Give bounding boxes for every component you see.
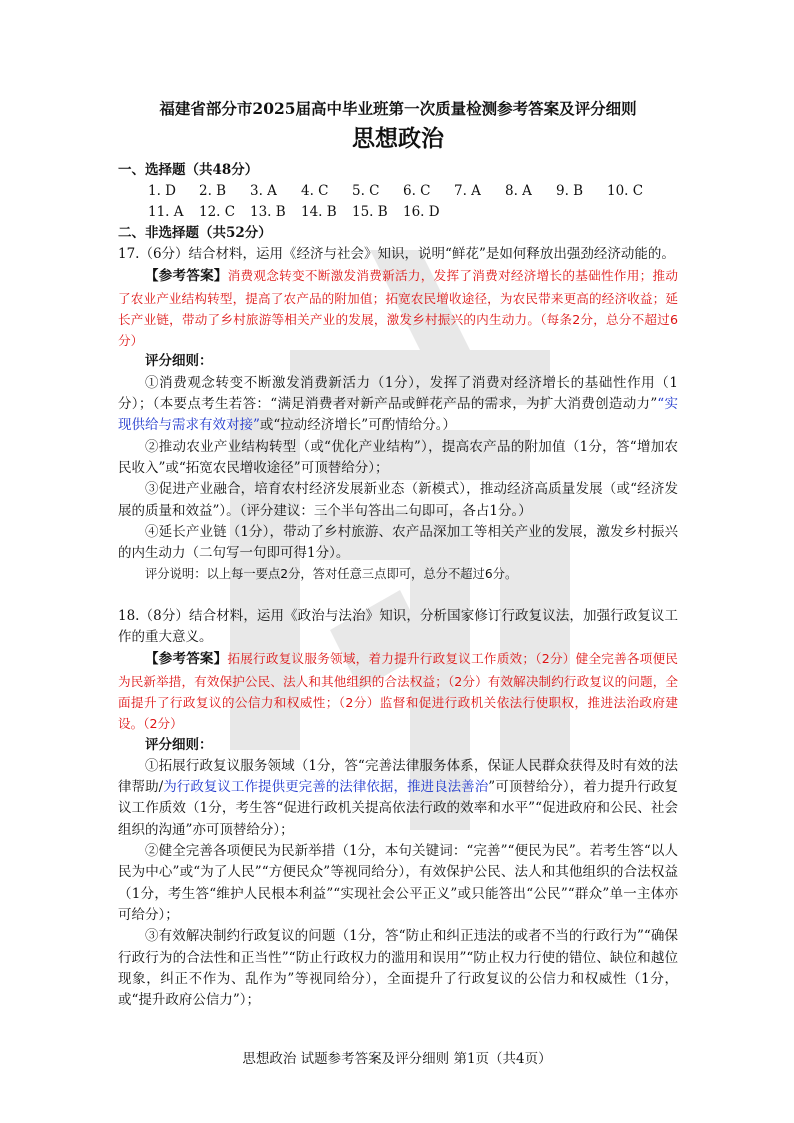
q17-question: 17.（6分）结合材料，运用《经济与社会》知识，说明“鲜花”是如何释放出强劲经济动能的。 — [118, 246, 675, 262]
q18-point-1: ①拓展行政复议服务领域（1分，答“完善法律服务体系，保证人民群众获得及时有效的法律帮助/为行政复议工作提供更完善的法律依据，推进良法善治”可顶替给分），着力提升行政复议工作质效（1分，考生答“促进行政机关提高依法行政的效率和水平”“促进政府和公民、社会组织的沟通”亦可顶替给分）； — [118, 757, 678, 838]
blue-highlight: 为行政复议工作提供更完善的法律依据，推进良法善治 — [163, 779, 489, 796]
answer-item: 3. A — [250, 183, 277, 199]
answer-item: 6. C — [403, 183, 431, 199]
answer-item: 10. C — [607, 183, 644, 199]
answer-item: 2. B — [199, 183, 227, 199]
ref-text: 拓展行政复议服务领域，着力提升行政复议工作质效；（2分）健全完善各项便民为民新举措，有效保护公民、法人和其他组织的合法权益；（2分）有效解决制约行政复议的问题，全面提升了行政复议的公信力和权威性；（2分）监督和促进行政机关依法行使职权，推进法治政府建设。（2分） — [118, 651, 678, 732]
q17-point-4: ④延长产业链（1分），带动了乡村旅游、农产品深加工等相关产业的发展，激发乡村振兴的内生动力（二句写一句即可得1分）。 — [118, 523, 678, 562]
answer-item: 11. A — [148, 204, 184, 220]
q17-grading-note: 评分说明：以上每一要点2分，答对任意三点即可，总分不超过6分。 — [145, 567, 518, 582]
answer-item: 5. C — [352, 183, 380, 199]
q17-point-3: ③促进产业融合，培育农村经济发展新业态（新模式），推动经济高质量发展（或“经济发展的质量和效益”）。（评分建议：三个半句答出二句即可，各占1分。） — [118, 481, 678, 519]
q17-point-1: ①消费观念转变不断激发消费新活力（1分），发挥了消费对经济增长的基础性作用（1分）；（本要点考生若答：“满足消费者对新产品或鲜花产品的需求，为扩大消费创造动力”“实现供给与需求有效对接”或“拉动经济增长”可酌情给分。） — [118, 374, 678, 434]
q18-reference-answer — [118, 648, 678, 734]
doc-title: 福建省部分市2025届高中毕业班第一次质量检测参考答案及评分细则 — [159, 99, 637, 118]
blue-highlight: “实现供给与需求有效对接” — [118, 396, 678, 434]
subject-title: 思想政治 — [352, 125, 444, 152]
q18-point-3: ③有效解决制约行政复议的问题（1分，答“防止和纠正违法的或者不当的行政行为”“确保行政行为的合法性和正当性”“防止行政权力的滥用和误用”“防止权力行使的错位、缺位和越位现象，纠正不作为、乱作为”等视同给分），全面提升了行政复议的公信力和权威性（1分，或“提升政府公信力”）； — [118, 928, 678, 1009]
answer-item: 7. A — [454, 183, 481, 199]
answer-item: 15. B — [352, 204, 388, 220]
page-footer: 思想政治 试题参考答案及评分细则 第1页（共4页） — [242, 1051, 552, 1067]
ref-label: 【参考答案】 — [145, 651, 228, 668]
q18-grading-heading: 评分细则： — [145, 736, 213, 753]
answer-item: 1. D — [148, 183, 176, 199]
q17-reference-answer — [118, 265, 678, 351]
answer-item: 8. A — [505, 183, 532, 199]
answer-item: 9. B — [556, 183, 584, 199]
answer-item: 13. B — [250, 204, 286, 220]
answer-item: 12. C — [199, 204, 236, 220]
answer-item: 14. B — [301, 204, 337, 220]
ref-label: 【参考答案】 — [145, 268, 228, 285]
q17-grading-heading: 评分细则： — [145, 353, 213, 370]
answer-grid — [118, 181, 678, 223]
section2-heading: 二、非选择题（共52分） — [118, 225, 272, 241]
answer-item: 16. D — [403, 204, 440, 220]
section1-heading: 一、选择题（共48分） — [118, 162, 259, 178]
ref-text: 消费观念转变不断激发消费新活力，发挥了消费对经济增长的基础性作用；推动了农业产业结构转型，提高了农产品的附加值；拓宽农民增收途径，为农民带来更高的经济收益；延长产业链，带动了乡村旅游等相关产业的发展，激发乡村振兴的内生动力。（每条2分，总分不超过6分） — [118, 268, 679, 349]
q18-point-2: ②健全完善各项便民为民新举措（1分，本句关键词：“完善”“便民为民”。若考生答“以人民为中心”或“为了人民”“方便民众”等视同给分），有效保护公民、法人和其他组织的合法权益（1分，考生答“维护人民根本利益”“实现社会公平正义”或只能答出“公民”“群众”单一主体亦可给分）； — [118, 843, 678, 923]
main-content — [118, 98, 678, 1011]
answer-item: 4. C — [301, 183, 329, 199]
q17-point-2: ②推动农业产业结构转型（或“优化产业结构”），提高农产品的附加值（1分，答“增加农民收入”或“拓宽农民增收途径”可顶替给分）； — [118, 438, 678, 476]
q18-question: 18.（8分）结合材料，运用《政治与法治》知识，分析国家修订行政复议法，加强行政复议工作的重大意义。 — [118, 607, 678, 646]
